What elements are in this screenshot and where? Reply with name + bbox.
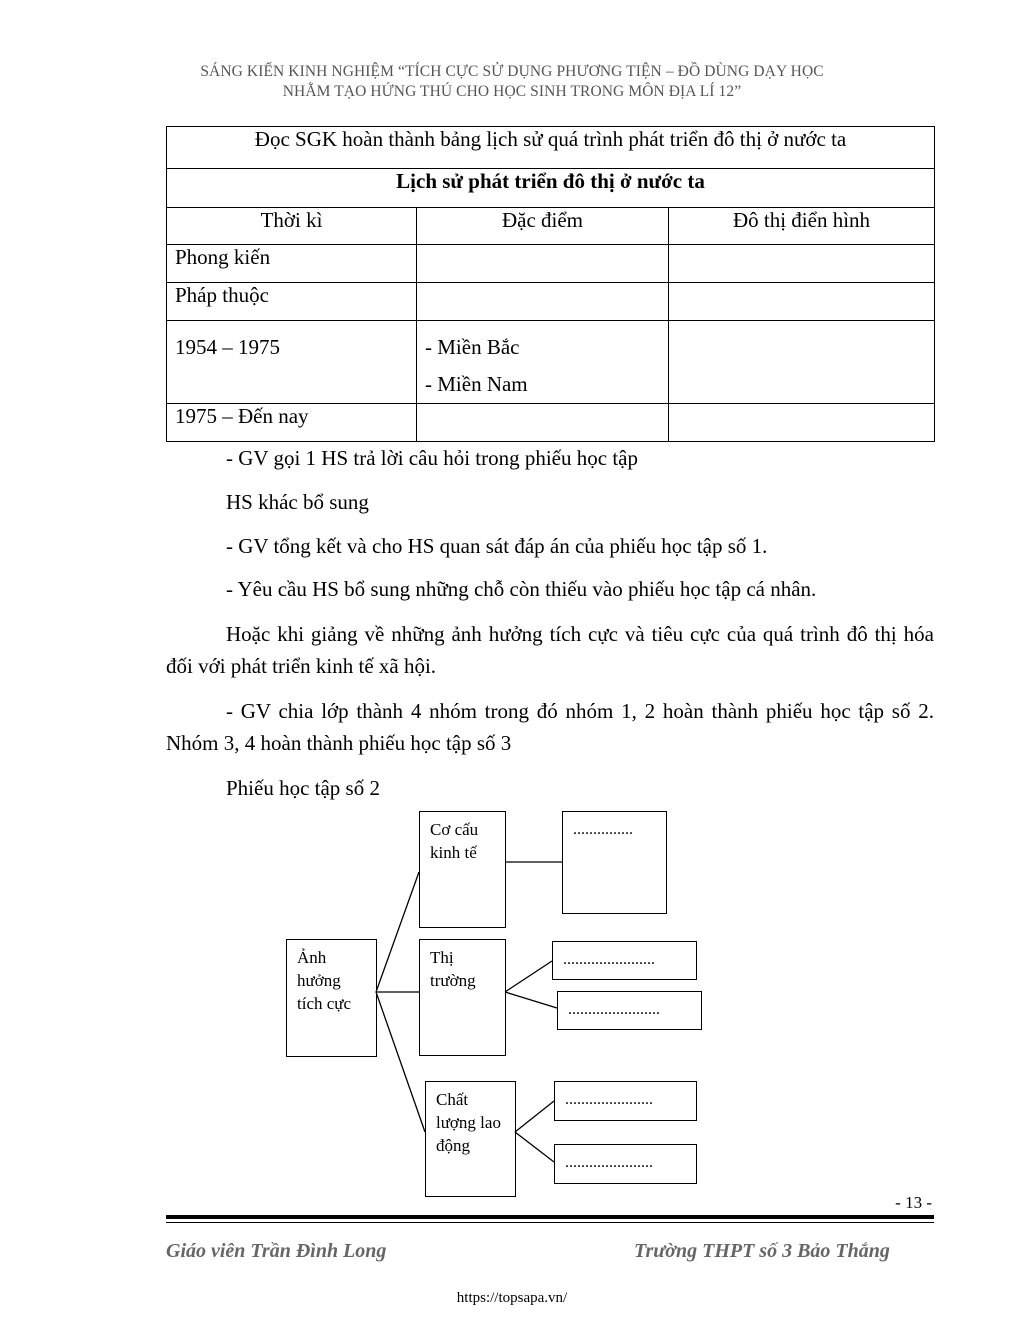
branch-label: Cơ cấu kinh tế (430, 820, 479, 862)
footer-divider (166, 1215, 934, 1219)
answer-blank-box (562, 811, 667, 914)
answer-blank: ............... (573, 821, 633, 838)
footer-school: Trường THPT số 3 Bảo Thắng (634, 1240, 890, 1262)
paragraph: Hoặc khi giảng về những ảnh hưởng tích cực và tiêu cực của quá trình đô thị hóa đối với phát triển kinh tế xã hội. (166, 622, 934, 678)
column-header-features: Đặc điểm (417, 208, 669, 245)
period-cell: Phong kiến (167, 245, 417, 283)
connector-line (505, 992, 557, 1008)
connector-line (376, 992, 425, 1132)
answer-blank-box (557, 991, 702, 1030)
footer-divider-thin (166, 1222, 934, 1223)
diagram-branch-box (425, 1081, 516, 1197)
period-text: 1954 – 1975 (175, 335, 280, 359)
connector-line (515, 1101, 554, 1132)
answer-blank: ....................... (563, 951, 655, 968)
column-header-cities: Đô thị điển hình (669, 208, 935, 245)
paragraph: - Yêu cầu HS bổ sung những chỗ còn thiếu vào phiếu học tập cá nhân. (226, 577, 817, 601)
table-title: Lịch sử phát triển đô thị ở nước ta (167, 169, 935, 208)
footer-teacher: Giáo viên Trần Đình Long (166, 1240, 387, 1262)
connector-line (515, 1132, 554, 1162)
paragraph: HS khác bổ sung (226, 490, 369, 514)
branch-label: Chất lượng lao động (436, 1090, 501, 1155)
answer-blank: ....................... (568, 1001, 660, 1018)
feature-south: - Miền Nam (425, 372, 528, 396)
diagram-branch-box (419, 811, 506, 928)
diagram-branch-box (419, 939, 506, 1056)
connector-line (376, 872, 419, 992)
paragraph: - GV gọi 1 HS trả lời câu hỏi trong phiếu học tập (226, 446, 638, 470)
period-cell: 1975 – Đến nay (167, 404, 417, 442)
branch-label: Thị trường (430, 948, 476, 990)
paragraph: Phiếu học tập số 2 (226, 776, 380, 800)
header-line-1: SÁNG KIẾN KINH NGHIỆM “TÍCH CỰC SỬ DỤNG PHƯƠNG TIỆN – ĐỒ DÙNG DẠY HỌC (200, 63, 824, 80)
answer-blank: ...................... (565, 1091, 653, 1108)
header-line-2: NHẰM TẠO HỨNG THÚ CHO HỌC SINH TRONG MÔN ĐỊA LÍ 12” (282, 83, 742, 100)
answer-blank-box (554, 1081, 697, 1121)
diagram-root-box (286, 939, 377, 1057)
connector-line (505, 961, 552, 992)
answer-blank: ...................... (565, 1154, 653, 1171)
paragraph: - GV tổng kết và cho HS quan sát đáp án của phiếu học tập số 1. (226, 534, 768, 558)
period-cell: Pháp thuộc (167, 283, 417, 321)
answer-blank-box (552, 941, 697, 980)
page-number: - 13 - (895, 1193, 932, 1212)
root-label: Ảnh hưởng tích cực (297, 948, 352, 1013)
paragraph: - GV chia lớp thành 4 nhóm trong đó nhóm 1, 2 hoàn thành phiếu học tập số 2. Nhóm 3, 4 hoàn thành phiếu học tập số 3 (166, 699, 934, 755)
source-url: https://topsapa.vn/ (456, 1290, 568, 1306)
column-header-period: Thời kì (167, 208, 417, 245)
table-instruction: Đọc SGK hoàn thành bảng lịch sử quá trình phát triển đô thị ở nước ta (167, 127, 935, 169)
answer-blank-box (554, 1144, 697, 1184)
feature-north: - Miền Bắc (425, 335, 520, 359)
